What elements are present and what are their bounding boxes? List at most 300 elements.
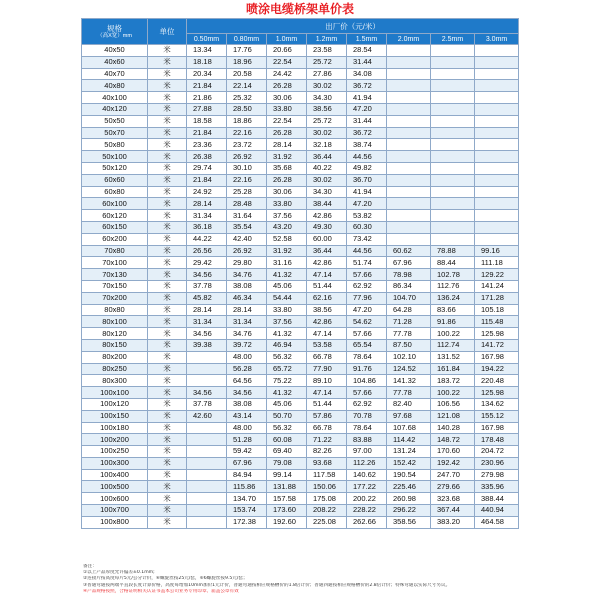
price-group-header: 出厂价（元/米） [187, 19, 519, 34]
price-cell [431, 233, 475, 245]
price-cell [431, 162, 475, 174]
price-cell: 28.14 [187, 304, 227, 316]
spec-cell: 60x60 [82, 174, 148, 186]
unit-cell: 米 [148, 210, 187, 222]
price-cell [387, 151, 431, 163]
price-cell: 82.40 [387, 398, 431, 410]
price-cell: 26.92 [227, 151, 267, 163]
price-cell: 41.32 [267, 328, 307, 340]
spec-cell: 70x130 [82, 269, 148, 281]
price-cell: 153.74 [227, 505, 267, 517]
price-cell [475, 80, 519, 92]
unit-cell: 米 [148, 328, 187, 340]
unit-cell: 米 [148, 292, 187, 304]
price-cell: 99.14 [267, 469, 307, 481]
price-cell [475, 92, 519, 104]
price-cell: 26.28 [267, 127, 307, 139]
spec-cell: 50x50 [82, 115, 148, 127]
price-cell: 26.38 [187, 151, 227, 163]
price-cell: 129.22 [475, 269, 519, 281]
price-cell: 102.78 [431, 269, 475, 281]
spec-cell: 40x100 [82, 92, 148, 104]
price-cell: 31.34 [187, 210, 227, 222]
spec-header [82, 19, 148, 45]
price-cell [475, 186, 519, 198]
table-row [82, 221, 519, 233]
price-cell [187, 493, 227, 505]
price-cell: 79.08 [267, 457, 307, 469]
price-cell: 87.50 [387, 339, 431, 351]
price-cell: 45.06 [267, 280, 307, 292]
thickness-header: 0.50mm [187, 34, 227, 45]
spec-cell: 80x250 [82, 363, 148, 375]
unit-cell: 米 [148, 80, 187, 92]
price-cell: 131.88 [267, 481, 307, 493]
unit-cell: 米 [148, 103, 187, 115]
price-cell: 57.66 [347, 328, 387, 340]
price-cell: 140.62 [347, 469, 387, 481]
price-cell: 93.68 [307, 457, 347, 469]
spec-cell: 80x150 [82, 339, 148, 351]
unit-cell: 米 [148, 162, 187, 174]
unit-cell: 米 [148, 56, 187, 68]
price-cell: 30.10 [227, 162, 267, 174]
price-cell: 70.78 [347, 410, 387, 422]
price-cell: 35.68 [267, 162, 307, 174]
price-cell: 208.22 [307, 505, 347, 517]
price-cell: 52.58 [267, 233, 307, 245]
price-cell [187, 363, 227, 375]
price-cell: 34.30 [307, 92, 347, 104]
table-row [82, 316, 519, 328]
price-cell: 47.20 [347, 198, 387, 210]
price-cell: 51.74 [347, 257, 387, 269]
table-row [82, 103, 519, 115]
spec-cell: 70x150 [82, 280, 148, 292]
price-cell: 36.18 [187, 221, 227, 233]
price-cell: 105.18 [475, 304, 519, 316]
price-cell: 125.98 [475, 328, 519, 340]
price-cell: 56.28 [227, 363, 267, 375]
price-cell: 200.22 [347, 493, 387, 505]
price-cell: 296.22 [387, 505, 431, 517]
price-cell: 107.68 [387, 422, 431, 434]
thickness-header: 1.2mm [307, 34, 347, 45]
price-cell: 18.86 [227, 115, 267, 127]
price-cell: 171.28 [475, 292, 519, 304]
unit-cell: 米 [148, 280, 187, 292]
price-cell: 83.88 [347, 434, 387, 446]
price-cell [431, 115, 475, 127]
spec-cell: 100x300 [82, 457, 148, 469]
price-cell [387, 56, 431, 68]
price-cell: 83.66 [431, 304, 475, 316]
price-cell: 141.72 [475, 339, 519, 351]
price-cell: 44.22 [187, 233, 227, 245]
price-cell: 33.80 [267, 198, 307, 210]
unit-cell: 米 [148, 198, 187, 210]
price-cell: 38.08 [227, 398, 267, 410]
price-cell: 34.56 [227, 387, 267, 399]
price-cell: 51.44 [307, 280, 347, 292]
price-cell: 194.22 [475, 363, 519, 375]
price-cell [475, 139, 519, 151]
note-line: ②连接片按高度每片5元/公分计价，⑥螺旋丝按25元/套，⑥6螺旋丝按9.5元/套； [83, 576, 248, 582]
price-cell [431, 127, 475, 139]
table-row [82, 233, 519, 245]
unit-cell: 米 [148, 186, 187, 198]
price-cell: 38.08 [227, 280, 267, 292]
price-cell: 27.86 [307, 68, 347, 80]
thickness-header: 2.0mm [387, 34, 431, 45]
price-cell: 37.78 [187, 280, 227, 292]
price-cell: 323.68 [431, 493, 475, 505]
price-cell: 30.02 [307, 174, 347, 186]
price-cell: 18.18 [187, 56, 227, 68]
price-cell: 45.06 [267, 398, 307, 410]
price-cell: 27.88 [187, 103, 227, 115]
table-row [82, 457, 519, 469]
price-cell: 31.92 [267, 151, 307, 163]
price-cell [475, 174, 519, 186]
price-cell: 134.70 [227, 493, 267, 505]
price-cell: 260.98 [387, 493, 431, 505]
price-cell [187, 375, 227, 387]
price-cell [431, 210, 475, 222]
price-cell [187, 434, 227, 446]
spec-cell: 40x120 [82, 103, 148, 115]
price-cell: 47.14 [307, 387, 347, 399]
price-cell: 47.14 [307, 269, 347, 281]
price-cell: 383.20 [431, 516, 475, 528]
price-cell: 31.64 [227, 210, 267, 222]
price-cell: 20.66 [267, 45, 307, 57]
unit-cell: 米 [148, 410, 187, 422]
table-row [82, 198, 519, 210]
spec-cell: 80x80 [82, 304, 148, 316]
price-cell: 26.28 [267, 80, 307, 92]
price-cell [187, 505, 227, 517]
price-cell: 66.78 [307, 351, 347, 363]
price-cell: 230.96 [475, 457, 519, 469]
price-cell: 112.76 [431, 280, 475, 292]
price-cell: 77.90 [307, 363, 347, 375]
price-cell [431, 139, 475, 151]
price-cell [387, 233, 431, 245]
table-row [82, 339, 519, 351]
price-cell: 50.70 [267, 410, 307, 422]
table-row [82, 493, 519, 505]
price-cell: 150.06 [307, 481, 347, 493]
price-cell [187, 469, 227, 481]
price-cell: 115.48 [475, 316, 519, 328]
price-cell: 38.44 [307, 198, 347, 210]
price-cell: 38.74 [347, 139, 387, 151]
price-cell: 29.74 [187, 162, 227, 174]
price-cell [387, 80, 431, 92]
price-cell [475, 210, 519, 222]
price-cell: 18.58 [187, 115, 227, 127]
spec-cell: 100x400 [82, 469, 148, 481]
price-cell: 36.44 [307, 245, 347, 257]
price-cell: 225.46 [387, 481, 431, 493]
table-row [82, 328, 519, 340]
price-cell: 100.22 [431, 328, 475, 340]
price-cell: 59.42 [227, 446, 267, 458]
price-cell: 228.22 [347, 505, 387, 517]
note-line: ③普通弯通按两端平直段长度计算价格，高度每增加10mm加价1元计价，普通弯通按相应规格槽价的1.8倍计价；普通四通按相应规格槽价的2.8倍计价；特殊弯通以实际尺寸另议。 [83, 582, 451, 588]
table-row [82, 280, 519, 292]
price-cell: 84.94 [227, 469, 267, 481]
table-row [82, 257, 519, 269]
table-row [82, 45, 519, 57]
unit-cell: 米 [148, 516, 187, 528]
table-row [82, 422, 519, 434]
price-cell: 36.72 [347, 127, 387, 139]
spec-cell: 100x180 [82, 422, 148, 434]
price-cell [387, 221, 431, 233]
price-cell: 152.42 [387, 457, 431, 469]
price-cell: 60.00 [307, 233, 347, 245]
price-cell: 71.22 [307, 434, 347, 446]
price-cell: 279.66 [431, 481, 475, 493]
spec-cell: 100x150 [82, 410, 148, 422]
spec-cell: 50x70 [82, 127, 148, 139]
price-cell: 78.64 [347, 351, 387, 363]
price-cell: 42.40 [227, 233, 267, 245]
price-cell: 42.86 [307, 316, 347, 328]
price-cell: 34.56 [187, 387, 227, 399]
table-row [82, 151, 519, 163]
price-cell [187, 446, 227, 458]
unit-cell: 米 [148, 92, 187, 104]
price-cell: 262.66 [347, 516, 387, 528]
price-cell: 37.78 [187, 398, 227, 410]
price-cell [387, 127, 431, 139]
price-cell: 335.96 [475, 481, 519, 493]
price-cell [475, 115, 519, 127]
unit-header: 单位 [148, 19, 187, 45]
price-cell: 41.32 [267, 387, 307, 399]
price-cell [475, 127, 519, 139]
price-cell: 37.56 [267, 210, 307, 222]
price-cell: 82.26 [307, 446, 347, 458]
price-cell: 106.56 [431, 398, 475, 410]
price-cell: 71.28 [387, 316, 431, 328]
price-cell: 26.28 [267, 174, 307, 186]
price-cell: 170.60 [431, 446, 475, 458]
price-cell: 49.30 [307, 221, 347, 233]
price-cell: 125.98 [475, 387, 519, 399]
spec-cell: 80x200 [82, 351, 148, 363]
price-cell: 62.92 [347, 398, 387, 410]
unit-cell: 米 [148, 375, 187, 387]
unit-cell: 米 [148, 387, 187, 399]
spec-cell: 40x70 [82, 68, 148, 80]
price-cell: 173.60 [267, 505, 307, 517]
price-cell: 161.84 [431, 363, 475, 375]
price-cell [431, 45, 475, 57]
price-cell: 41.94 [347, 92, 387, 104]
unit-cell: 米 [148, 127, 187, 139]
price-cell: 34.30 [307, 186, 347, 198]
price-cell: 131.24 [387, 446, 431, 458]
price-cell [187, 516, 227, 528]
price-cell [387, 198, 431, 210]
thickness-header: 1.5mm [347, 34, 387, 45]
price-cell: 43.20 [267, 221, 307, 233]
price-cell: 204.72 [475, 446, 519, 458]
price-cell: 46.34 [227, 292, 267, 304]
price-cell: 25.72 [307, 115, 347, 127]
price-cell [475, 103, 519, 115]
price-cell: 20.34 [187, 68, 227, 80]
price-cell: 41.94 [347, 186, 387, 198]
price-cell: 44.56 [347, 245, 387, 257]
price-cell: 40.22 [307, 162, 347, 174]
price-cell: 23.58 [307, 45, 347, 57]
price-cell [475, 68, 519, 80]
table-row [82, 469, 519, 481]
price-cell: 13.34 [187, 45, 227, 57]
price-cell [387, 186, 431, 198]
price-cell [387, 45, 431, 57]
price-cell [431, 56, 475, 68]
price-cell: 97.68 [387, 410, 431, 422]
unit-cell: 米 [148, 257, 187, 269]
unit-cell: 米 [148, 457, 187, 469]
price-cell: 177.22 [347, 481, 387, 493]
price-cell: 30.02 [307, 127, 347, 139]
price-cell: 100.22 [431, 387, 475, 399]
price-cell: 43.14 [227, 410, 267, 422]
price-cell: 28.50 [227, 103, 267, 115]
price-cell: 20.58 [227, 68, 267, 80]
price-cell: 28.14 [187, 198, 227, 210]
price-cell: 73.42 [347, 233, 387, 245]
price-cell: 279.98 [475, 469, 519, 481]
price-cell: 167.98 [475, 422, 519, 434]
spec-cell: 40x60 [82, 56, 148, 68]
price-cell: 117.58 [307, 469, 347, 481]
price-cell: 60.08 [267, 434, 307, 446]
table-row [82, 56, 519, 68]
spec-cell: 50x120 [82, 162, 148, 174]
price-cell [431, 174, 475, 186]
price-cell [431, 221, 475, 233]
price-cell: 140.28 [431, 422, 475, 434]
table-row [82, 387, 519, 399]
price-cell: 33.80 [267, 103, 307, 115]
price-cell [431, 198, 475, 210]
price-cell: 22.14 [227, 80, 267, 92]
unit-cell: 米 [148, 115, 187, 127]
price-cell: 51.28 [227, 434, 267, 446]
price-cell: 65.54 [347, 339, 387, 351]
spec-cell: 50x80 [82, 139, 148, 151]
price-cell: 167.98 [475, 351, 519, 363]
price-cell: 42.86 [307, 257, 347, 269]
unit-cell: 米 [148, 269, 187, 281]
price-cell: 190.54 [387, 469, 431, 481]
price-cell: 367.44 [431, 505, 475, 517]
price-cell: 31.34 [187, 316, 227, 328]
price-cell: 30.02 [307, 80, 347, 92]
price-cell: 78.64 [347, 422, 387, 434]
price-cell: 18.96 [227, 56, 267, 68]
price-cell [475, 162, 519, 174]
spec-cell: 100x200 [82, 434, 148, 446]
price-cell: 247.70 [431, 469, 475, 481]
price-cell [387, 68, 431, 80]
spec-cell: 60x80 [82, 186, 148, 198]
price-cell: 31.92 [267, 245, 307, 257]
table-row [82, 375, 519, 387]
price-cell: 136.24 [431, 292, 475, 304]
price-cell: 114.42 [387, 434, 431, 446]
price-cell: 48.00 [227, 422, 267, 434]
price-cell [387, 103, 431, 115]
price-cell [475, 45, 519, 57]
price-cell: 28.14 [267, 139, 307, 151]
price-cell [475, 56, 519, 68]
spec-cell: 70x200 [82, 292, 148, 304]
unit-cell: 米 [148, 245, 187, 257]
price-cell: 28.48 [227, 198, 267, 210]
price-cell: 62.16 [307, 292, 347, 304]
price-cell: 64.56 [227, 375, 267, 387]
price-cell: 78.88 [431, 245, 475, 257]
price-cell: 69.40 [267, 446, 307, 458]
price-cell: 36.44 [307, 151, 347, 163]
table-row [82, 92, 519, 104]
price-cell: 30.06 [267, 92, 307, 104]
table-row [82, 139, 519, 151]
spec-cell: 40x80 [82, 80, 148, 92]
table-row [82, 292, 519, 304]
price-cell: 192.60 [267, 516, 307, 528]
price-cell: 102.10 [387, 351, 431, 363]
price-cell: 41.32 [267, 269, 307, 281]
price-cell: 86.34 [387, 280, 431, 292]
price-cell: 34.56 [187, 328, 227, 340]
price-cell [187, 351, 227, 363]
table-row [82, 186, 519, 198]
price-cell [387, 115, 431, 127]
price-cell: 121.08 [431, 410, 475, 422]
notes [83, 564, 523, 595]
price-cell: 34.76 [227, 269, 267, 281]
table-row [82, 410, 519, 422]
price-cell: 64.28 [387, 304, 431, 316]
price-cell: 24.42 [267, 68, 307, 80]
price-cell [431, 103, 475, 115]
unit-cell: 米 [148, 398, 187, 410]
price-cell: 29.42 [187, 257, 227, 269]
spec-header-label: 规格 [107, 23, 122, 33]
price-cell: 141.24 [475, 280, 519, 292]
price-cell [387, 174, 431, 186]
table-row [82, 304, 519, 316]
price-cell: 31.34 [227, 316, 267, 328]
price-table [81, 18, 519, 529]
price-cell: 28.14 [227, 304, 267, 316]
price-cell: 22.16 [227, 127, 267, 139]
spec-cell: 100x700 [82, 505, 148, 517]
price-cell: 36.70 [347, 174, 387, 186]
price-cell: 62.92 [347, 280, 387, 292]
unit-cell: 米 [148, 174, 187, 186]
